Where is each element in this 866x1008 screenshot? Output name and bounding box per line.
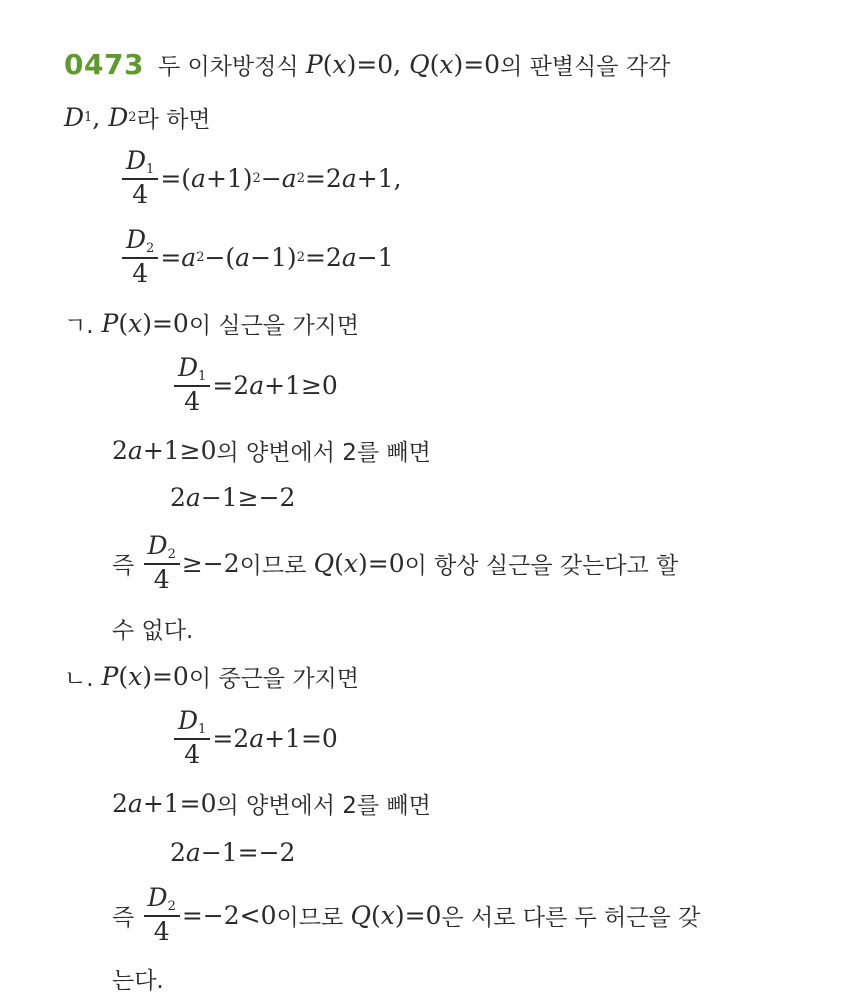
intro-equation-1: $\frac{D_1}{4}$ =( a +1) 2 − a 2 =2 a +1, [120,148,402,208]
part-g-conclusion-1: 즉 $\frac{D_2}{4}$ ≥−2 이므로 Q ( x )=0 이 항상 실근을 갖는다고 할 [112,531,679,594]
part-n-step: 2 a +1=0 의 양변에서 2를 빼면 [112,789,431,819]
intro-line-2: D 1 , D 2 라 하면 [64,103,211,133]
part-n-equation-2: 2 a −1=−2 [170,838,296,867]
part-n-equation-1: $\frac{D_1}{4}$ =2 a +1=0 [172,708,338,768]
part-g-marker: ㄱ. [64,313,94,339]
intro-line-1: 0473 두 이차방정식 P ( x )=0, Q ( x )=0 의 판별식을 각각 [64,48,671,81]
part-g-condition: ㄱ. P ( x )=0 이 실근을 가지면 [64,309,359,339]
part-g-conclusion-2: 수 없다. [112,618,194,644]
part-g-step: 2 a +1≥0 의 양변에서 2를 빼면 [112,436,431,466]
part-n-marker: ㄴ. [64,666,94,692]
fraction-d2-over-4: $\frac{D_2}{4}$ [122,227,158,287]
part-n-condition: ㄴ. P ( x )=0 이 중근을 가지면 [64,662,359,692]
intro-text-1: 두 이차방정식 [157,54,306,80]
intro-equation-2: $\frac{D_2}{4}$ = a 2 −( a −1) 2 =2 a −1 [120,227,394,287]
part-g-equation-1: $\frac{D_1}{4}$ =2 a +1≥0 [172,355,338,415]
problem-number: 0473 [64,48,144,81]
part-g-equation-2: 2 a −1≥−2 [170,483,296,512]
fraction-d1-over-4: $\frac{D_1}{4}$ [122,148,158,208]
part-n-conclusion-1: 즉 $\frac{D_2}{4}$ =−2<0 이므로 Q ( x )=0 은 서로 다른 두 허근을 갖 [112,883,701,946]
part-n-conclusion-2: 는다. [112,968,164,994]
